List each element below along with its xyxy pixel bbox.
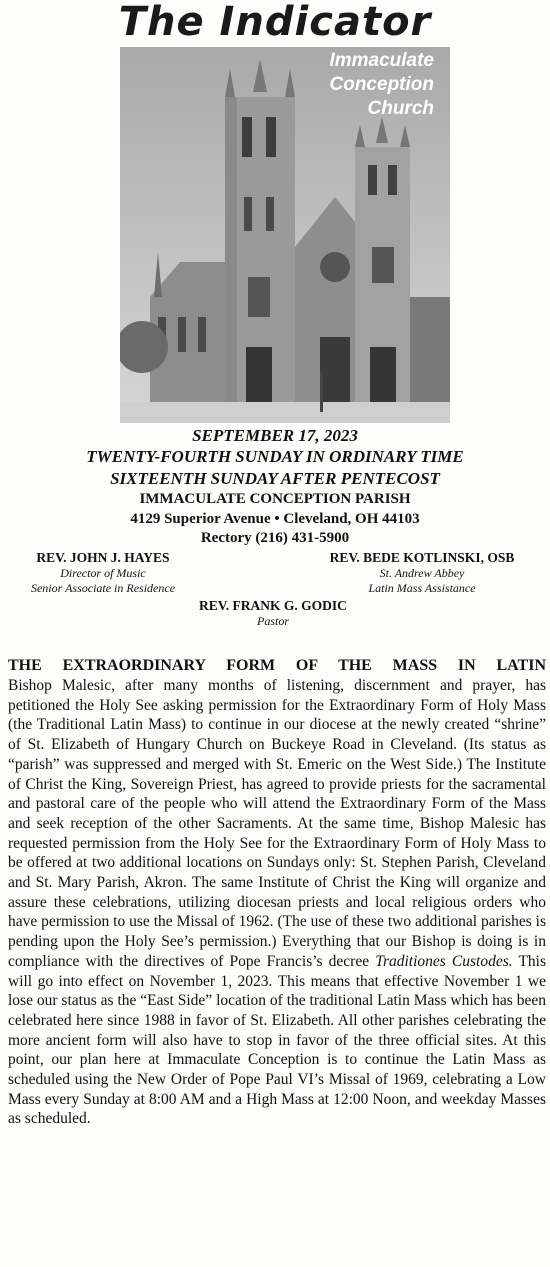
parish-address: 4129 Superior Avenue • Cleveland, OH 44103 — [130, 511, 420, 527]
clergy-godic — [120, 597, 426, 629]
church-name-line: Immaculate — [329, 50, 434, 71]
rectory-phone: Rectory (216) 431-5900 — [200, 530, 350, 546]
clergy-role: Pastor — [256, 614, 289, 628]
church-name-line: Church — [367, 98, 434, 119]
clergy-hayes — [0, 549, 206, 596]
clergy-kotlinski — [300, 549, 544, 596]
liturgical-day-alt: SIXTEENTH SUNDAY AFTER PENTECOST — [110, 469, 440, 488]
clergy-role: Director of Music — [60, 566, 146, 580]
church-name-overlay — [329, 49, 434, 121]
clergy-name: REV. BEDE KOTLINSKI, OSB — [329, 550, 515, 565]
parish-name: IMMACULATE CONCEPTION PARISH — [139, 491, 411, 507]
clergy-role: Latin Mass Assistance — [368, 581, 476, 595]
clergy-role: Senior Associate in Residence — [30, 581, 176, 595]
article-body — [8, 676, 546, 1129]
clergy-role: St. Andrew Abbey — [379, 566, 465, 580]
decree-title: Traditiones Custodes. — [375, 952, 513, 970]
masthead-title: The Indicator — [118, 0, 432, 45]
article-text: Bishop Malesic, after many months of listening, discernment and prayer, has petitioned the Holy See asking permission for the Extraordinary Form of Holy Mass (the Traditional Latin Mass) to continue in our diocese at the newly created “shrine” of St. Elizabeth of Hungary Church on Buckeye Road in Cleveland. (Its status as “parish” was suppressed and merged with St. Emeric on the West Side.) The Institute of Christ the King, Sovereign Priest, has agreed to provide priests for the sacramental and pastoral care of the people who will attend the Extraordinary Form of the Mass and seek reception of the other Sacraments. At the same time, Bishop Malesic has requested permission from the Holy See for the Extraordinary Form of Holy Mass to be offered at two additional locations on Sundays only: St. Stephen Parish, Cleveland and St. Mary Parish, Akron. The same Institute of Christ the King will organize and assure these celebrations, utilizing diocesan priests and local religious orders who have permission to use the Missal of 1962. (The use of these two additional parishes is pending upon the Holy See’s permission.) Everything that our Bishop is doing is in compliance with the directives of Pope Francis’s decree — [8, 677, 546, 970]
clergy-name: REV. FRANK G. GODIC — [199, 598, 347, 613]
clergy-name: REV. JOHN J. HAYES — [36, 550, 170, 565]
article — [8, 656, 546, 1129]
church-name-line: Conception — [329, 74, 434, 95]
article-title: THE EXTRAORDINARY FORM OF THE MASS IN LATIN — [8, 657, 546, 674]
bulletin-date: SEPTEMBER 17, 2023 — [192, 426, 358, 445]
church-photo — [120, 47, 450, 423]
liturgical-day: TWENTY-FOURTH SUNDAY IN ORDINARY TIME — [86, 447, 464, 466]
article-text: This will go into effect on November 1, 2023. This means that effective November 1 we lose our status as the “East Side” location of the traditional Latin Mass which has been celebrated here since 1988 in favor of St. Elizabeth. All other parishes celebrating the more ancient form will also have to stop in favor of the three official sites. At this point, our plan here at Immaculate Conception is to continue the Latin Mass as scheduled using the New Order of Pope Paul VI’s Missal of 1969, celebrating a Low Mass every Sunday at 8:00 AM and a High Mass at 12:00 Noon, and weekday Masses as scheduled. — [8, 952, 546, 1128]
